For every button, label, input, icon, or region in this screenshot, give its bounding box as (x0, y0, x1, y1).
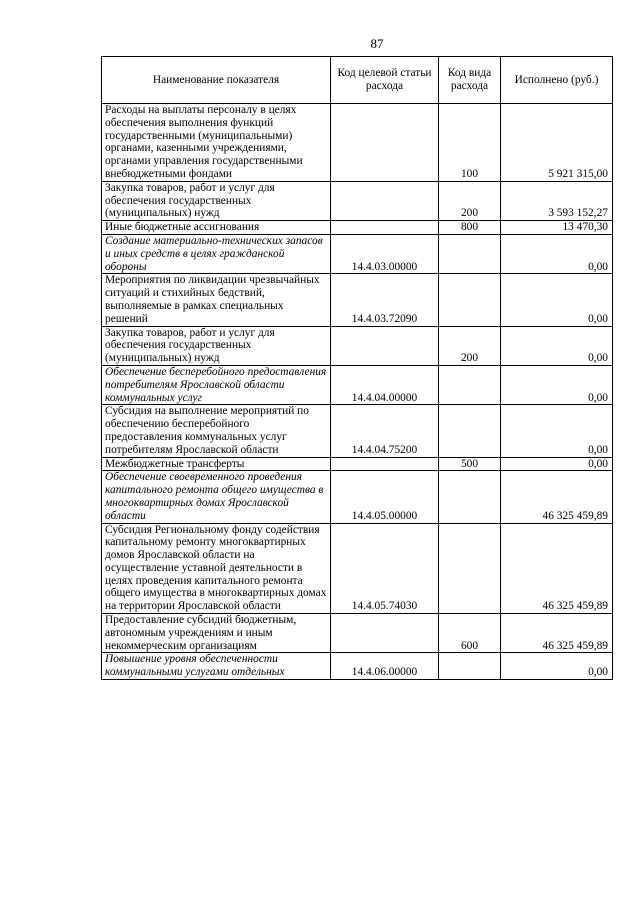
cell-code: 14.4.05.74030 (331, 523, 439, 614)
table-row (102, 181, 613, 220)
cell-name: Расходы на выплаты персоналу в целях обеспечения выполнения функций государственными (муниципальными) органами, казенными учреждениями, органами управления государственными внебюджетными фондами (102, 104, 331, 182)
cell-type: 500 (439, 457, 501, 471)
cell-name: Субсидия на выполнение мероприятий по обеспечению бесперебойного предоставления коммунальных услуг потребителям Ярославской области (102, 405, 331, 457)
cell-amount: 0,00 (501, 405, 613, 457)
cell-code: 14.4.04.75200 (331, 405, 439, 457)
table-row (102, 523, 613, 614)
cell-type (439, 234, 501, 273)
table-row (102, 104, 613, 182)
cell-type (439, 274, 501, 326)
cell-code (331, 614, 439, 653)
table-row (102, 653, 613, 680)
cell-code: 14.4.03.72090 (331, 274, 439, 326)
cell-amount: 46 325 459,89 (501, 471, 613, 523)
header-name: Наименование показателя (102, 57, 331, 104)
table-row (102, 326, 613, 365)
cell-code: 14.4.04.00000 (331, 365, 439, 404)
cell-amount: 0,00 (501, 365, 613, 404)
cell-type: 200 (439, 326, 501, 365)
cell-amount: 3 593 152,27 (501, 181, 613, 220)
cell-name: Субсидия Региональному фонду содействия капитальному ремонту многоквартирных домов Ярославской области на осуществление уставной деятельности в целях проведения капитального ремонта общего имущества в многоквартирных домах на территории Ярославской области (102, 523, 331, 614)
table-row (102, 274, 613, 326)
cell-name: Повышение уровня обеспеченности коммунальными услугами отдельных (102, 653, 331, 680)
cell-amount: 0,00 (501, 653, 613, 680)
cell-type: 600 (439, 614, 501, 653)
table-body (102, 104, 613, 680)
table-row (102, 614, 613, 653)
cell-code: 14.4.05.00000 (331, 471, 439, 523)
cell-code (331, 326, 439, 365)
cell-name: Иные бюджетные ассигнования (102, 221, 331, 235)
cell-type (439, 653, 501, 680)
cell-code (331, 104, 439, 182)
cell-code (331, 221, 439, 235)
cell-name: Мероприятия по ликвидации чрезвычайных ситуаций и стихийных бедствий, выполняемые в рамках специальных решений (102, 274, 331, 326)
cell-name: Обеспечение бесперебойного предоставления потребителям Ярославской области коммунальных услуг (102, 365, 331, 404)
cell-type (439, 405, 501, 457)
table-row (102, 221, 613, 235)
cell-amount: 0,00 (501, 274, 613, 326)
table-row (102, 471, 613, 523)
table-row (102, 405, 613, 457)
header-type: Код вида расхода (439, 57, 501, 104)
budget-table (101, 56, 613, 680)
cell-code: 14.4.03.00000 (331, 234, 439, 273)
cell-amount: 0,00 (501, 234, 613, 273)
cell-name: Обеспечение своевременного проведения капитального ремонта общего имущества в многоквартирных домах Ярославской области (102, 471, 331, 523)
table-row (102, 365, 613, 404)
table-row (102, 234, 613, 273)
header-code: Код целевой статьи расхода (331, 57, 439, 104)
cell-amount: 0,00 (501, 457, 613, 471)
header-amount: Исполнено (руб.) (501, 57, 613, 104)
cell-type (439, 471, 501, 523)
cell-amount: 13 470,30 (501, 221, 613, 235)
cell-code: 14.4.06.00000 (331, 653, 439, 680)
table-header-row (102, 57, 613, 104)
cell-type: 200 (439, 181, 501, 220)
table-row (102, 457, 613, 471)
cell-name: Закупка товаров, работ и услуг для обеспечения государственных (муниципальных) нужд (102, 181, 331, 220)
cell-name: Межбюджетные трансферты (102, 457, 331, 471)
cell-type: 100 (439, 104, 501, 182)
cell-code (331, 181, 439, 220)
cell-amount: 0,00 (501, 326, 613, 365)
cell-type: 800 (439, 221, 501, 235)
cell-type (439, 365, 501, 404)
cell-type (439, 523, 501, 614)
cell-amount: 46 325 459,89 (501, 523, 613, 614)
page-number: 87 (370, 36, 384, 51)
cell-code (331, 457, 439, 471)
cell-amount: 5 921 315,00 (501, 104, 613, 182)
cell-name: Закупка товаров, работ и услуг для обеспечения государственных (муниципальных) нужд (102, 326, 331, 365)
cell-amount: 46 325 459,89 (501, 614, 613, 653)
cell-name: Предоставление субсидий бюджетным, автономным учреждениям и иным некоммерческим организациям (102, 614, 331, 653)
cell-name: Создание материально-технических запасов и иных средств в целях гражданской обороны (102, 234, 331, 273)
